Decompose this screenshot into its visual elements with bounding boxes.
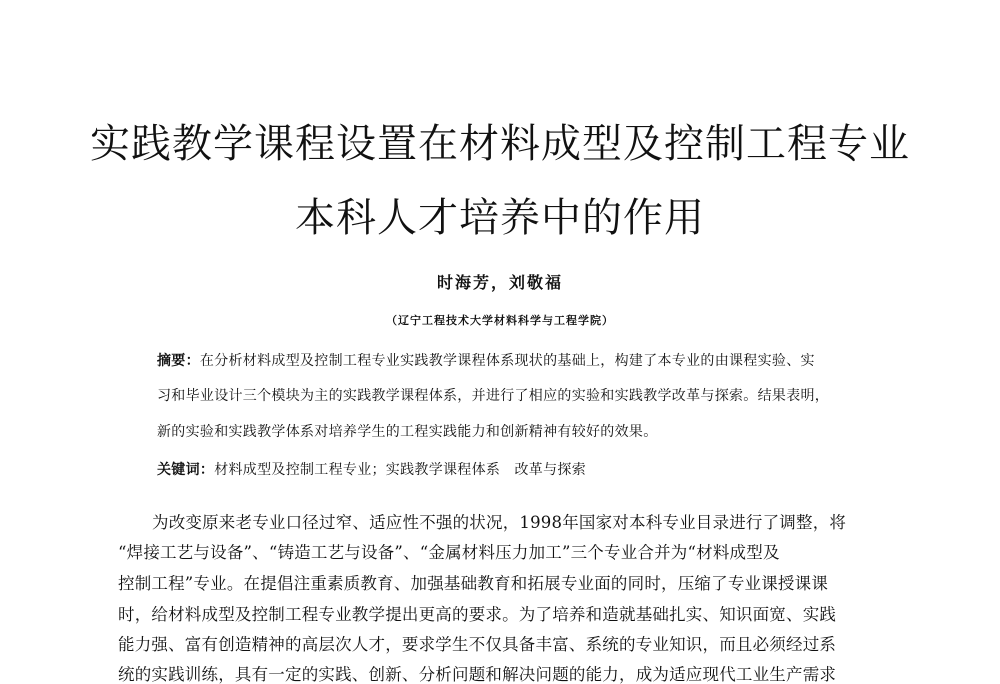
- authors: 时海芳，刘敬福: [436, 273, 563, 292]
- abstract-line-1: [157, 354, 887, 368]
- paper-title-line-2: 本科人才培养中的作用: [295, 195, 705, 241]
- keywords-text: 材料成型及控制工程专业；实践教学课程体系 改革与探索: [214, 462, 587, 478]
- body-line-5: 能力强、富有创造精神的高层次人才，要求学生不仅具备丰富、系统的专业知识，而且必须经过系: [118, 635, 837, 654]
- paper-title-line-1: 实践教学课程设置在材料成型及控制工程专业: [90, 121, 910, 167]
- body-line-3: 控制工程”专业。在提倡注重素质教育、加强基础教育和拓展专业面的同时，压缩了专业课授课课: [118, 574, 829, 593]
- body-line-1: 为改变原来老专业口径过窄、适应性不强的状况，1998年国家对本科专业目录进行了调整，将: [152, 513, 847, 532]
- body-line-2: “焊接工艺与设备”、“铸造工艺与设备”、“金属材料压力加工”三个专业合并为“材料成型及: [118, 543, 780, 562]
- keywords-label: 关键词：: [157, 462, 215, 478]
- affiliation: （辽宁工程技术大学材料科学与工程学院）: [386, 314, 614, 327]
- abstract-text-1: 在分析材料成型及控制工程专业实践教学课程体系现状的基础上，构建了本专业的由课程实验、实: [199, 353, 815, 369]
- body-line-6: 统的实践训练，具有一定的实践、创新、分析问题和解决问题的能力，成为适应现代工业生产需求: [118, 665, 837, 684]
- abstract-line-3: 新的实验和实践教学体系对培养学生的工程实践能力和创新精神有较好的效果。: [157, 424, 658, 440]
- keywords: [157, 459, 887, 479]
- abstract-label: 摘要：: [157, 353, 200, 369]
- body-line-4: 时，给材料成型及控制工程专业教学提出更高的要求。为了培养和造就基础扎实、知识面宽、实践: [118, 605, 837, 624]
- abstract-line-2: 习和毕业设计三个模块为主的实践教学课程体系，并进行了相应的实验和实践教学改革与探索。结果表明，: [157, 388, 830, 404]
